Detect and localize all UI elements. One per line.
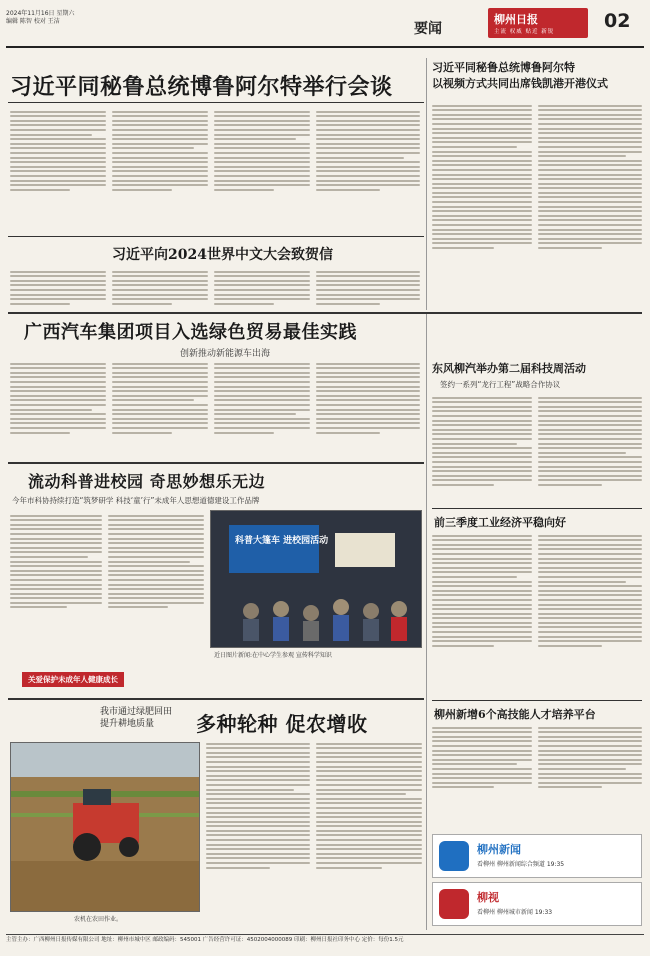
tv-app-ad[interactable]: 柳视 看柳州 柳州城市新闻 19:33 xyxy=(432,882,642,926)
minor-protection-badge: 关爱保护未成年人健康成长 xyxy=(22,672,124,687)
story3-col-2 xyxy=(112,360,208,436)
science-photo-caption: 近日图片新闻:在中心学生参观 宣传科学知识 xyxy=(214,652,332,659)
farm-photo-caption: 农机在农田作业。 xyxy=(74,916,123,923)
science-col-2 xyxy=(108,512,204,611)
story3-col-3 xyxy=(214,360,310,436)
masthead xyxy=(6,4,644,48)
side-body-col-1 xyxy=(432,102,532,252)
page-footer: 主管主办：广西柳州日报传媒有限公司 地址：柳州市城中区 邮政编码：545001 广告经营许可证：4502004000089 印刷：柳州日报社印务中心 定价：每份1.5元 xyxy=(6,934,644,952)
tv-station-icon xyxy=(439,841,469,871)
dongfeng-headline: 东风柳汽举办第二届科技周活动 xyxy=(432,362,586,375)
lead-body-col-1 xyxy=(10,108,106,193)
photo-banner-text: 科普大篷车 进校园活动 xyxy=(235,536,329,546)
farm-col-1 xyxy=(206,740,310,871)
section-name: 要闻 xyxy=(414,21,442,37)
story3-col-1 xyxy=(10,360,106,436)
dongfeng-col-1 xyxy=(432,394,532,488)
classroom-scene-icon xyxy=(211,511,422,648)
economy-col-1 xyxy=(432,532,532,649)
economy-col-2 xyxy=(538,532,642,649)
farm-headline: 多种轮种 促农增收 xyxy=(196,712,368,736)
newspaper-logo: 柳州日报 主流 权威 贴近 新锐 xyxy=(488,8,588,38)
story2-col-3 xyxy=(214,268,310,307)
page-number: 02 xyxy=(604,10,631,32)
auto-group-subtitle: 创新推动新能源车出海 xyxy=(180,349,271,359)
lead-body-col-4 xyxy=(316,108,420,193)
lead-headline: 习近平同秘鲁总统博鲁阿尔特举行会谈 xyxy=(10,74,393,100)
skills-col-1 xyxy=(432,724,532,791)
story2-col-2 xyxy=(112,268,208,307)
science-col-1 xyxy=(10,512,102,611)
dongfeng-subtitle: 签约一系列“龙行工程”战略合作协议 xyxy=(440,380,561,389)
issue-date: 2024年11月16日 星期六 编辑 陈智 校对 王洁 xyxy=(6,10,75,25)
skills-headline: 柳州新增6个高技能人才培养平台 xyxy=(434,708,596,721)
lead-body-col-3 xyxy=(214,108,310,193)
dongfeng-col-2 xyxy=(538,394,642,488)
lead-body-col-2 xyxy=(112,108,208,193)
tv-logo-icon xyxy=(439,889,469,919)
economy-headline: 前三季度工业经济平稳向好 xyxy=(434,516,566,529)
science-headline: 流动科普进校园 奇思妙想乐无边 xyxy=(28,472,266,491)
wenti-headline: 习近平向2024世界中文大会致贺信 xyxy=(112,247,333,263)
science-photo xyxy=(210,510,422,648)
farm-pre-headline: 我市通过绿肥回田 提升耕地质量 xyxy=(100,707,173,729)
lead-side-headline: 习近平同秘鲁总统博鲁阿尔特 以视频方式共同出席钱凯港开港仪式 xyxy=(432,61,608,90)
auto-group-headline: 广西汽车集团项目入选绿色贸易最佳实践 xyxy=(24,322,357,343)
side-body-col-2 xyxy=(538,102,642,252)
farm-photo xyxy=(10,742,200,912)
farm-col-2 xyxy=(316,740,422,871)
news-app-ad[interactable]: 柳州新闻 看柳州 柳州新闻综合频道 19:35 xyxy=(432,834,642,878)
story3-col-4 xyxy=(316,360,420,436)
science-subtitle: 今年市科协持续打造“筑梦研学 科技‘童’行”未成年人思想道德建设工作品牌 xyxy=(12,496,260,505)
story2-col-4 xyxy=(316,268,420,307)
skills-col-2 xyxy=(538,724,642,791)
story2-col-1 xyxy=(10,268,106,307)
tractor-field-icon xyxy=(11,743,200,912)
